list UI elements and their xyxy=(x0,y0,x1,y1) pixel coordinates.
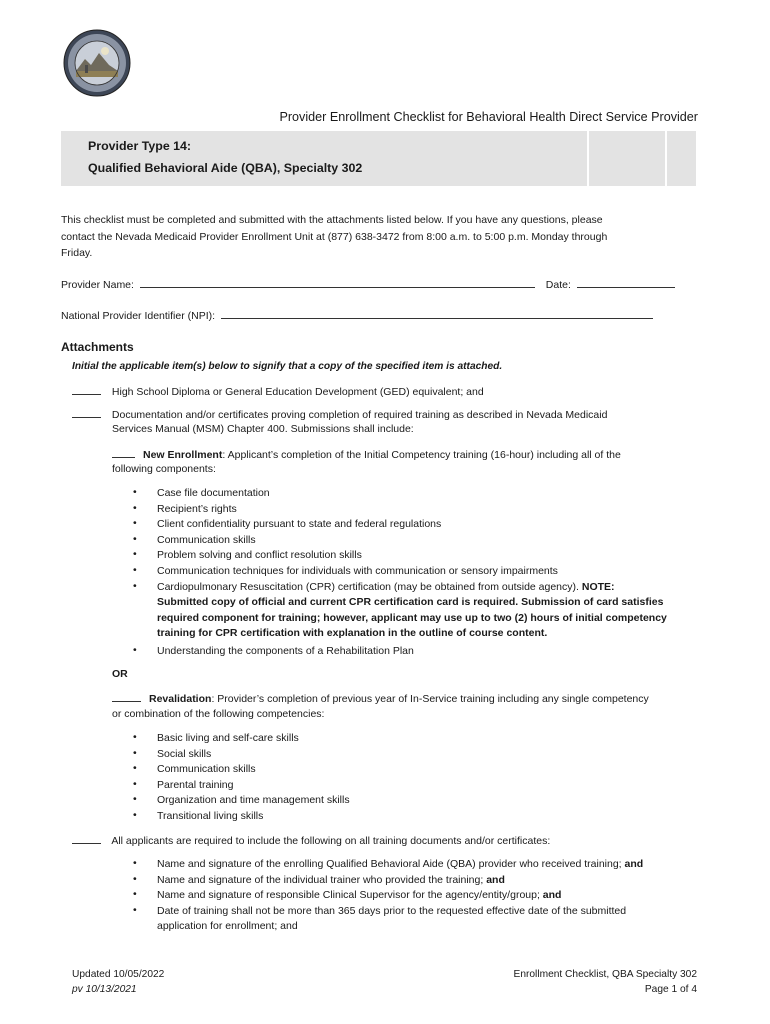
all-applicants-item xyxy=(72,833,550,847)
list-item: Communication techniques for individuals with communication or sensory impairments xyxy=(157,565,558,577)
initial-field[interactable] xyxy=(72,407,101,418)
list-item: Parental training xyxy=(157,778,234,791)
intro-line: Friday. xyxy=(61,247,93,259)
document-title: Provider Enrollment Checklist for Behavioral Health Direct Service Provider xyxy=(279,110,698,124)
cpr-note: training for CPR certification with explanation in the outline of course content. xyxy=(157,627,548,640)
previous-version: pv 10/13/2021 xyxy=(72,984,137,995)
item-text: All applicants are required to include the following on all training documents and/or certificates: xyxy=(111,835,551,847)
list-item: Date of training shall not be more than 365 days prior to the requested effective date of the submitted application for enrollment; and xyxy=(157,904,627,933)
footer-right xyxy=(470,967,697,997)
item-text-continued: Services Manual (MSM) Chapter 400. Submissions shall include: xyxy=(112,423,414,435)
cpr-note: Submitted copy of official and current CPR certification card is required. Submission of card satisfies xyxy=(157,596,664,609)
list-item: Name and signature of the individual trainer who provided the training; and xyxy=(157,873,505,886)
page-number: Page 1 of 4 xyxy=(644,984,697,995)
intro-paragraph xyxy=(61,212,691,262)
revalidation-option xyxy=(112,691,649,705)
training-documents-list: • Name and signature of the enrolling Qualified Behavioral Aide (QBA) provider who received training; and • Name and signature of the individual trainer who provided the training; and • Name and signature of responsible Clinical Supervisor for the agency/entity/group; and • Date of training shall not be more than 365 days prior to the requested effective date of the submitted application for enrollment; and xyxy=(0,857,770,937)
list-item: Client confidentiality pursuant to state and federal regulations xyxy=(157,518,442,531)
updated-date: Updated 10/05/2022 xyxy=(72,969,165,980)
new-enrollment-list: • Case file documentation • Recipient’s rights • Client confidentiality pursuant to state and federal regulations • Communication skills • Problem solving and conflict resolution skills • Communication techniques for individuals with communication or sensory impairments • Cardiopulmonary Resuscitation (CPR) certification (may be obtained from outside agency). NOTE: Submitted copy of official and current CPR certification card is required. Submission of card satisfies required component for training; however, applicant may use up to two (2) hours of initial competency training for CPR certification with explanation in the outline of course content. • Understanding the components of a Rehabilitation Plan xyxy=(0,486,770,666)
cpr-text: Cardiopulmonary Resuscitation (CPR) certification (may be obtained from outside agency). xyxy=(157,580,579,593)
attachments-instruction: Initial the applicable item(s) below to signify that a copy of the specified item is attached. xyxy=(72,361,503,372)
initial-field[interactable] xyxy=(72,833,101,844)
provider-name-field[interactable] xyxy=(140,277,535,288)
list-item: Problem solving and conflict resolution skills xyxy=(157,549,362,562)
provider-name-label: Provider Name: xyxy=(61,279,134,291)
provider-name-row xyxy=(61,277,696,291)
attachment-item-diploma xyxy=(72,384,484,398)
list-item: Communication skills xyxy=(157,763,256,776)
new-enrollment-option xyxy=(112,447,621,461)
new-enrollment-text: : Applicant’s completion of the Initial Competency training (16-hour) including all of the xyxy=(222,449,621,461)
list-item: Name and signature of the enrolling Qualified Behavioral Aide (QBA) provider who received training; and xyxy=(157,858,644,870)
footer-left xyxy=(72,967,164,997)
new-enrollment-label: New Enrollment xyxy=(143,449,223,461)
footer-doc-name: Enrollment Checklist, QBA Specialty 302 xyxy=(513,969,697,980)
list-item: Understanding the components of a Rehabilitation Plan xyxy=(157,645,414,657)
revalidation-text: : Provider’s completion of previous year of In-Service training including any single competency xyxy=(211,693,649,705)
intro-line: This checklist must be completed and submitted with the attachments listed below. If you have any questions, please xyxy=(61,214,603,226)
list-item: Case file documentation xyxy=(157,487,270,499)
new-enrollment-text-continued: following components: xyxy=(112,463,216,475)
list-item-cpr xyxy=(157,580,697,642)
attachments-heading: Attachments xyxy=(61,340,134,354)
provider-type-label: Provider Type 14: xyxy=(88,139,192,153)
banner-cell xyxy=(589,131,665,186)
npi-row xyxy=(61,308,696,322)
list-item: Basic living and self-care skills xyxy=(157,732,299,744)
item-text: High School Diploma or General Education Development (GED) equivalent; and xyxy=(111,386,484,398)
list-item: Name and signature of responsible Clinical Supervisor for the agency/entity/group; and xyxy=(157,889,562,902)
cpr-note: required component for training; however, applicant may use up to two (2) hours of initial competency xyxy=(157,611,667,624)
npi-label: National Provider Identifier (NPI): xyxy=(61,310,216,322)
provider-specialty-label: Qualified Behavioral Aide (QBA), Specialty 302 xyxy=(88,161,363,175)
cpr-note-label: NOTE: xyxy=(581,580,615,593)
state-seal-logo xyxy=(63,29,131,97)
banner-cell xyxy=(667,131,696,186)
list-item: Social skills xyxy=(157,747,212,760)
date-field[interactable] xyxy=(577,277,675,288)
list-item: Organization and time management skills xyxy=(157,794,350,807)
date-label: Date: xyxy=(545,279,571,291)
attachment-item-training xyxy=(72,407,607,421)
list-item: Recipient’s rights xyxy=(157,502,237,515)
revalidation-list: • Basic living and self-care skills • Social skills • Communication skills • Parental training • Organization and time management skills • Transitional living skills xyxy=(0,731,770,831)
list-item: Communication skills xyxy=(157,533,256,546)
list-item: Transitional living skills xyxy=(157,810,264,822)
revalidation-label: Revalidation xyxy=(149,693,212,705)
or-label: OR xyxy=(112,668,128,680)
initial-field[interactable] xyxy=(72,384,101,395)
item-text: Documentation and/or certificates proving completion of required training as described in Nevada Medicaid xyxy=(111,409,608,421)
revalidation-text-continued: or combination of the following competencies: xyxy=(112,708,325,720)
initial-field[interactable] xyxy=(112,447,135,458)
intro-line: contact the Nevada Medicaid Provider Enrollment Unit at (877) 638-3472 from 8:00 a.m. to 5:00 p.m. Monday through xyxy=(61,230,608,243)
initial-field[interactable] xyxy=(112,691,141,702)
npi-field[interactable] xyxy=(221,308,653,319)
